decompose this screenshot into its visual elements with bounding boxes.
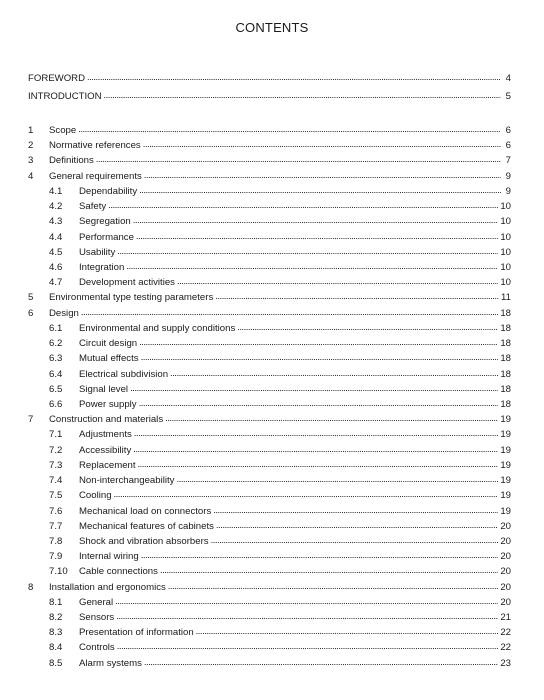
toc-entry-page: 20: [500, 582, 511, 593]
toc-entry-title: Presentation of information: [79, 627, 194, 638]
toc-entry-title: General: [79, 597, 114, 608]
toc-entry-page: 19: [500, 445, 511, 456]
toc-entry-title: Mechanical load on connectors: [79, 506, 212, 517]
dot-leader: [108, 199, 498, 212]
toc-entry-title: Mechanical features of cabinets: [79, 521, 214, 532]
toc-entry-page: 20: [500, 551, 511, 562]
toc-entry-number: 8.2: [49, 612, 63, 623]
toc-entry-number: 4.5: [49, 247, 63, 258]
toc-entry-title: Environmental type testing parameters: [49, 292, 214, 303]
toc-entry[interactable]: [49, 245, 511, 258]
toc-entry-number: 5: [28, 292, 34, 303]
toc-entry-page: 18: [500, 323, 511, 334]
toc-entry-number: 4.4: [49, 232, 63, 243]
toc-entry-page: 19: [500, 506, 511, 517]
toc-entry[interactable]: [49, 351, 511, 364]
dot-leader: [143, 138, 501, 151]
toc-entry-number: 4.7: [49, 277, 63, 288]
toc-entry-title: Adjustments: [79, 429, 132, 440]
toc-entry-title: Segregation: [79, 216, 131, 227]
toc-entry-title: Internal wiring: [79, 551, 139, 562]
toc-entry-title: Mutual effects: [79, 353, 139, 364]
toc-entry-number: 4.1: [49, 186, 63, 197]
toc-entry-number: 7.2: [49, 445, 63, 456]
toc-entry-page: 19: [500, 460, 511, 471]
toc-entry[interactable]: [28, 153, 511, 166]
toc-entry[interactable]: [49, 625, 511, 638]
toc-entry[interactable]: [49, 473, 511, 486]
toc-entry-page: 5: [505, 91, 511, 102]
toc-entry-number: 7.5: [49, 490, 63, 501]
toc-entry-number: 7.8: [49, 536, 63, 547]
toc-entry-page: 10: [500, 277, 511, 288]
toc-entry-number: 6.6: [49, 399, 63, 410]
toc-entry-page: 10: [500, 262, 511, 273]
toc-entry-title: Normative references: [49, 140, 141, 151]
toc-entry[interactable]: [28, 306, 511, 319]
dot-leader: [176, 473, 498, 486]
dot-leader: [177, 275, 498, 288]
dot-leader: [144, 656, 498, 669]
dot-leader: [87, 71, 501, 84]
toc-entry-number: 7.4: [49, 475, 63, 486]
dot-leader: [211, 534, 499, 547]
toc-entry-number: 6.3: [49, 353, 63, 364]
toc-entry[interactable]: [49, 488, 511, 501]
dot-leader: [134, 427, 499, 440]
toc-entry[interactable]: [49, 519, 511, 532]
toc-entry-number: 4.2: [49, 201, 63, 212]
toc-entry-number: 4.3: [49, 216, 63, 227]
toc-entry-number: 8: [28, 582, 34, 593]
toc-entry-number: 8.4: [49, 642, 63, 653]
toc-entry-title: Cooling: [79, 490, 112, 501]
toc-entry-title: Replacement: [79, 460, 136, 471]
toc-entry[interactable]: [49, 427, 511, 440]
toc-entry[interactable]: [49, 549, 511, 562]
toc-entry-page: 20: [500, 597, 511, 608]
toc-entry-title: Installation and ergonomics: [49, 582, 166, 593]
toc-entry[interactable]: [49, 230, 511, 243]
toc-entry-title: Electrical subdivision: [79, 369, 169, 380]
dot-leader: [130, 382, 498, 395]
toc-entry-title: Alarm systems: [79, 658, 142, 669]
toc-entry[interactable]: [28, 89, 511, 102]
toc-entry-page: 20: [500, 521, 511, 532]
toc-entry-page: 19: [500, 414, 511, 425]
toc-entry-title: Performance: [79, 232, 134, 243]
toc-entry-title: Cable connections: [79, 566, 158, 577]
toc-entry-title: Integration: [79, 262, 125, 273]
toc-entry-page: 11: [501, 292, 511, 303]
toc-entry-page: 10: [500, 201, 511, 212]
toc-entry-number: 7.7: [49, 521, 63, 532]
dot-leader: [160, 564, 498, 577]
toc-entry[interactable]: [28, 138, 511, 151]
toc-entry-page: 10: [500, 232, 511, 243]
toc-entry-title: Safety: [79, 201, 107, 212]
toc-entry-page: 23: [500, 658, 511, 669]
dot-leader: [133, 214, 499, 227]
toc-entry-title: Controls: [79, 642, 115, 653]
toc-entry[interactable]: [28, 169, 511, 182]
dot-leader: [139, 336, 498, 349]
dot-leader: [117, 640, 499, 653]
dot-leader: [104, 89, 501, 102]
dot-leader: [139, 397, 499, 410]
toc-entry-page: 10: [500, 216, 511, 227]
toc-entry-title: Definitions: [49, 155, 94, 166]
toc-entry-page: 22: [500, 642, 511, 653]
toc-entry-page: 22: [500, 627, 511, 638]
toc-entry-number: 6.1: [49, 323, 63, 334]
toc-entry-page: 18: [500, 369, 511, 380]
toc-entry-number: 4.6: [49, 262, 63, 273]
toc-entry[interactable]: [49, 336, 511, 349]
toc-entry-title: Development activities: [79, 277, 175, 288]
toc-entry-page: 4: [505, 73, 511, 84]
toc-entry-page: 6: [505, 140, 511, 151]
dot-leader: [196, 625, 499, 638]
toc-entry[interactable]: [49, 260, 511, 273]
toc-entry-page: 9: [505, 186, 511, 197]
toc-entry[interactable]: [49, 564, 511, 577]
toc-entry[interactable]: [49, 184, 511, 197]
toc-entry-number: 8.5: [49, 658, 63, 669]
toc-entry-title: Scope: [49, 125, 77, 136]
toc-entry-title: Power supply: [79, 399, 137, 410]
toc-entry-title: Sensors: [79, 612, 115, 623]
dot-leader: [114, 488, 499, 501]
toc-entry[interactable]: [28, 580, 511, 593]
toc-entry[interactable]: [49, 199, 511, 212]
dot-leader: [126, 260, 498, 273]
toc-entry-number: 4: [28, 171, 34, 182]
dot-leader: [117, 245, 498, 258]
dot-leader: [139, 184, 501, 197]
toc-entry[interactable]: [49, 275, 511, 288]
toc-entry-title: FOREWORD: [28, 73, 86, 84]
toc-entry-title: Construction and materials: [49, 414, 164, 425]
toc-entry-title: General requirements: [49, 171, 142, 182]
dot-leader: [116, 610, 498, 623]
toc-entry[interactable]: [49, 610, 511, 623]
toc-entry-page: 18: [500, 308, 511, 319]
toc-entry-number: 6.2: [49, 338, 63, 349]
toc-entry-page: 19: [500, 475, 511, 486]
toc-entry-page: 21: [500, 612, 511, 623]
dot-leader: [141, 549, 499, 562]
toc-entry[interactable]: [49, 382, 511, 395]
toc-entry-page: 7: [505, 155, 511, 166]
toc-entry[interactable]: [28, 290, 511, 303]
toc-entry-number: 6.4: [49, 369, 63, 380]
dot-leader: [213, 504, 498, 517]
dot-leader: [144, 169, 501, 182]
dot-leader: [138, 458, 499, 471]
toc-entry-page: 6: [505, 125, 511, 136]
dot-leader: [133, 443, 498, 456]
toc-entry-number: 6.5: [49, 384, 63, 395]
toc-entry-number: 7.1: [49, 429, 63, 440]
toc-entry-number: 7.10: [49, 566, 68, 577]
toc-entry-page: 19: [500, 429, 511, 440]
dot-leader: [170, 367, 498, 380]
toc-entry-page: 18: [500, 338, 511, 349]
toc-entry-number: 7.9: [49, 551, 63, 562]
toc-entry-number: 2: [28, 140, 34, 151]
dot-leader: [168, 580, 499, 593]
toc-entry-number: 7.3: [49, 460, 63, 471]
toc-entry[interactable]: [49, 595, 511, 608]
toc-entry-title: Shock and vibration absorbers: [79, 536, 209, 547]
toc-entry[interactable]: [49, 321, 511, 334]
toc-entry[interactable]: [49, 458, 511, 471]
toc-entry[interactable]: [28, 123, 511, 136]
toc-entry-page: 10: [500, 247, 511, 258]
dot-leader: [237, 321, 498, 334]
dot-leader: [81, 306, 498, 319]
toc-entry-title: Signal level: [79, 384, 129, 395]
toc-entry[interactable]: [28, 412, 511, 425]
dot-leader: [136, 230, 498, 243]
toc-entry-page: 18: [500, 399, 511, 410]
toc-entry-title: Usability: [79, 247, 116, 258]
dot-leader: [165, 412, 498, 425]
toc-entry[interactable]: [49, 656, 511, 669]
toc-entry-number: 1: [28, 125, 34, 136]
toc-entry-title: Environmental and supply conditions: [79, 323, 236, 334]
dot-leader: [215, 290, 499, 303]
toc-entry-number: 8.1: [49, 597, 63, 608]
toc-entry-page: 20: [500, 566, 511, 577]
toc-entry-page: 19: [500, 490, 511, 501]
toc-entry-title: Non-interchangeability: [79, 475, 175, 486]
toc-entry-number: 7.6: [49, 506, 63, 517]
toc-entry-title: Circuit design: [79, 338, 138, 349]
toc-entry[interactable]: [49, 534, 511, 547]
dot-leader: [96, 153, 501, 166]
toc-entry-number: 7: [28, 414, 34, 425]
toc-entry-page: 18: [500, 353, 511, 364]
toc-entry-number: 6: [28, 308, 34, 319]
toc-entry-title: Dependability: [79, 186, 138, 197]
toc-entry-title: Design: [49, 308, 79, 319]
toc-entry[interactable]: [49, 504, 511, 517]
toc-entry[interactable]: [49, 397, 511, 410]
page-title: CONTENTS: [235, 20, 309, 35]
dot-leader: [115, 595, 498, 608]
toc-entry[interactable]: [49, 214, 511, 227]
toc-entry[interactable]: [49, 443, 511, 456]
toc-entry-page: 18: [500, 384, 511, 395]
toc-entry-number: 8.3: [49, 627, 63, 638]
dot-leader: [141, 351, 499, 364]
dot-leader: [78, 123, 501, 136]
toc-entry-number: 3: [28, 155, 34, 166]
toc-entry-title: INTRODUCTION: [28, 91, 102, 102]
dot-leader: [216, 519, 498, 532]
toc-entry-page: 9: [505, 171, 511, 182]
toc-entry-page: 20: [500, 536, 511, 547]
toc-entry[interactable]: [28, 71, 511, 84]
toc-entry[interactable]: [49, 640, 511, 653]
toc-entry-title: Accessibility: [79, 445, 132, 456]
toc-entry[interactable]: [49, 367, 511, 380]
